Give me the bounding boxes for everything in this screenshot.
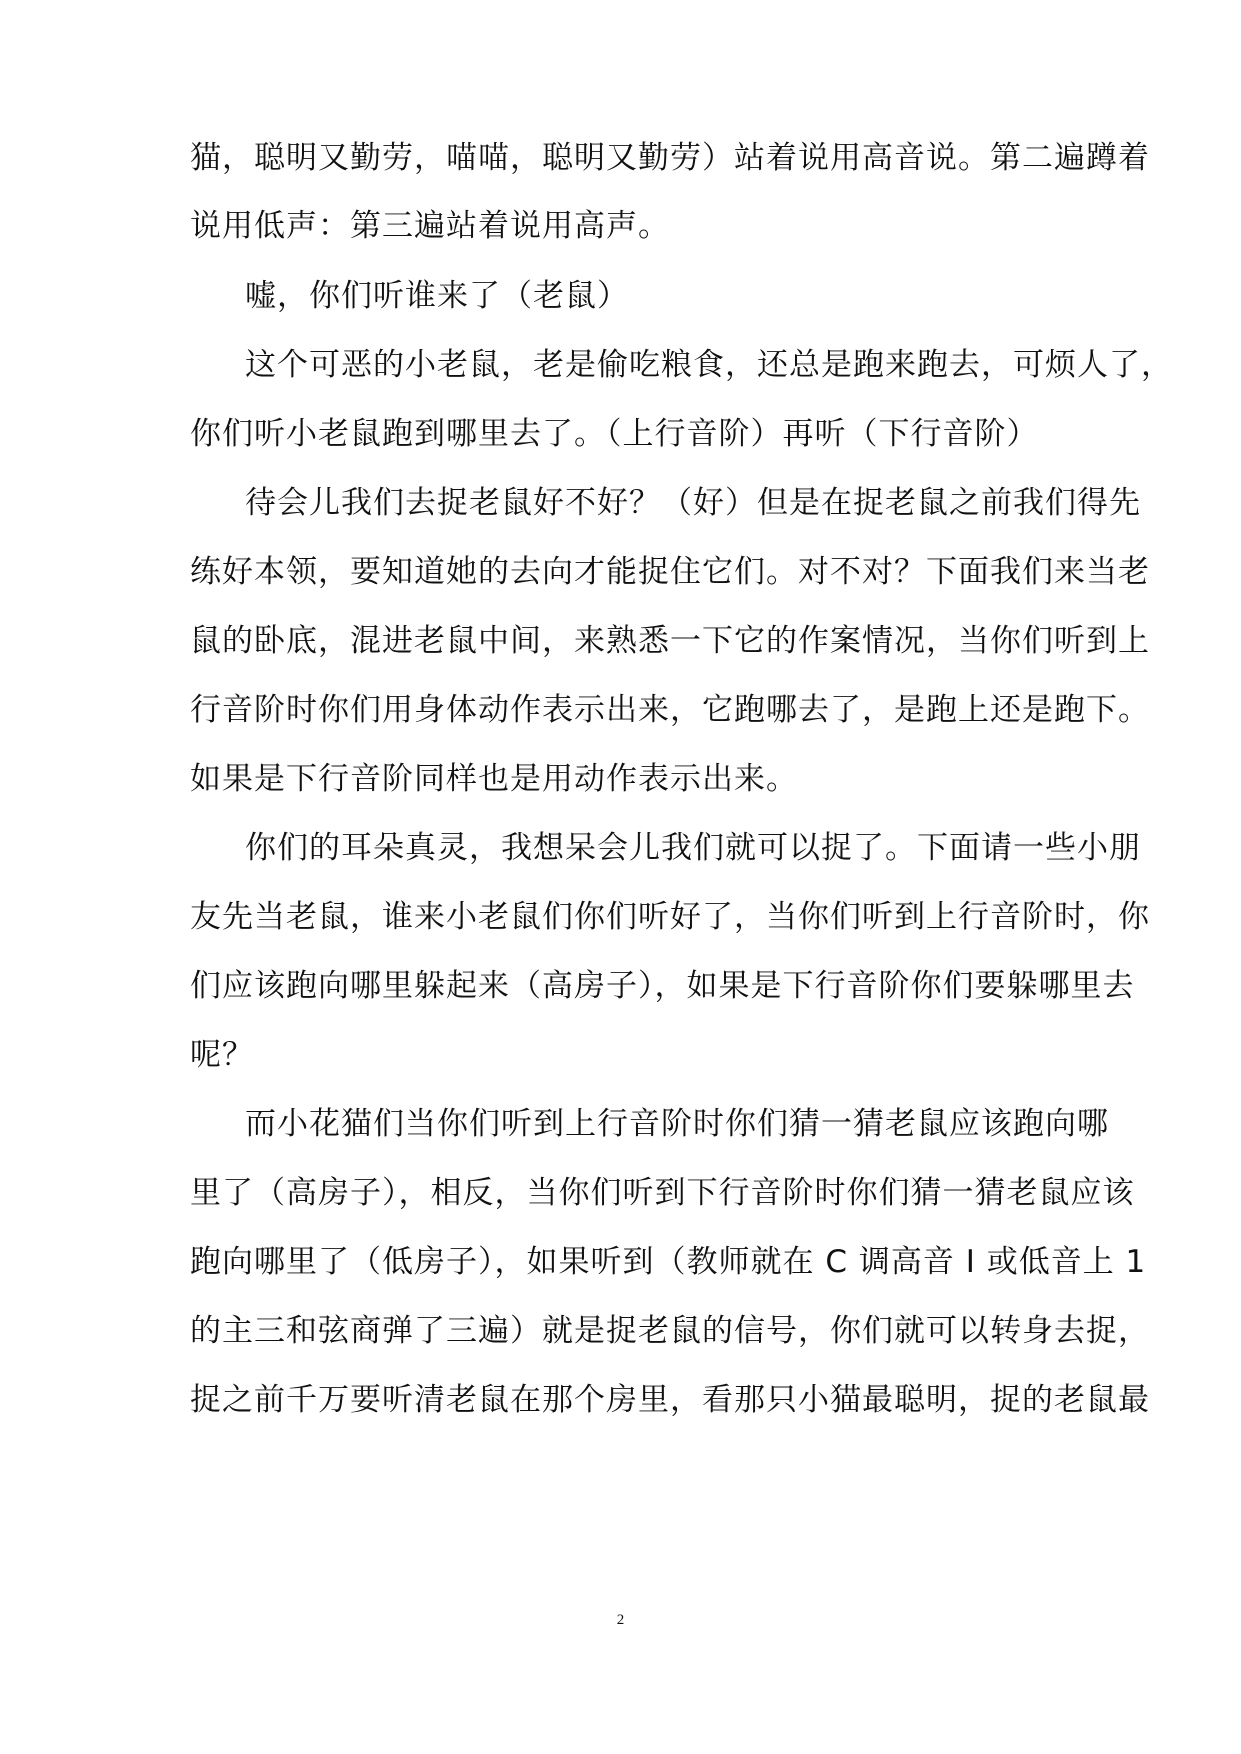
text-line: 里了（高房子），相反，当你们听到下行音阶时你们猜一猜老鼠应该 [190, 1175, 1135, 1211]
text-line: 的主三和弦商弹了三遍）就是捉老鼠的信号，你们就可以转身去捉， [190, 1313, 1150, 1349]
text-line: 说用低声：第三遍站着说用高声。 [190, 208, 670, 244]
text-line: 捉之前千万要听清老鼠在那个房里，看那只小猫最聪明，捉的老鼠最 [190, 1382, 1150, 1418]
text-line: 们应该跑向哪里躲起来（高房子），如果是下行音阶你们要躲哪里去 [190, 968, 1135, 1004]
text-line: 你们听小老鼠跑到哪里去了。（上行音阶）再听（下行音阶） [190, 416, 1039, 452]
text-line: 练好本领，要知道她的去向才能捉住它们。对不对？下面我们来当老 [190, 554, 1150, 590]
text-line: 行音阶时你们用身体动作表示出来，它跑哪去了，是跑上还是跑下。 [190, 692, 1150, 728]
text-line: 你们的耳朵真灵，我想呆会儿我们就可以捉了。下面请一些小朋 [245, 830, 1141, 866]
text-line: 如果是下行音阶同样也是用动作表示出来。 [190, 761, 798, 797]
text-line: 友先当老鼠，谁来小老鼠们你们听好了，当你们听到上行音阶时，你 [190, 899, 1150, 935]
text-line: 呢？ [190, 1037, 254, 1073]
text-line: 鼠的卧底，混进老鼠中间，来熟悉一下它的作案情况，当你们听到上 [190, 623, 1150, 659]
text-line: 待会儿我们去捉老鼠好不好？（好）但是在捉老鼠之前我们得先 [245, 485, 1141, 521]
page-number: 2 [616, 1612, 625, 1628]
text-line: 而小花猫们当你们听到上行音阶时你们猜一猜老鼠应该跑向哪 [245, 1106, 1109, 1142]
text-line: 嘘，你们听谁来了（老鼠） [245, 278, 629, 314]
text-line: 猫，聪明又勤劳，喵喵，聪明又勤劳）站着说用高音说。第二遍蹲着 [190, 140, 1150, 176]
text-line: 这个可恶的小老鼠，老是偷吃粮食，还总是跑来跑去，可烦人了， [245, 347, 1173, 383]
text-line: 跑向哪里了（低房子），如果听到（教师就在 C 调高音 I 或低音上 1 [190, 1244, 1147, 1280]
